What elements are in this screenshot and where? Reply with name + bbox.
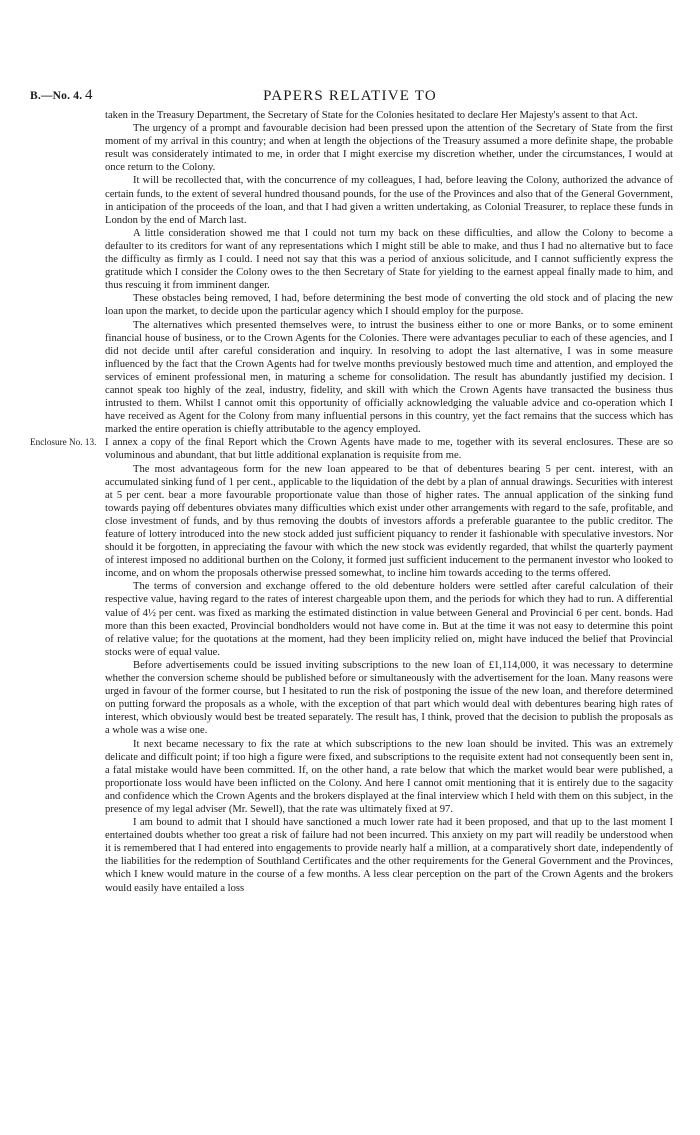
page-number: 4 (85, 87, 93, 103)
paragraph: It next became necessary to fix the rate at which subscriptions to the new loan should be invited. This was an extremely delicate and difficult point; if too high a figure were fixed, and subscriptions to the requisite extent had not consequently been sent in, a fatal mistake would have been committed. If, on the other hand, a rate below that which the market would bear were published, a proportionate loss would have been inflicted on the Colony. And here I cannot omit mentioning that it is entirely due to the sagacity and confidence which the Crown Agents and the brokers displayed at the final interview which I held with them on this subject, in the presence of my legal adviser (Mr. Sewell), that the rate was ultimately fixed at 97. (105, 738, 673, 815)
paragraph: I am bound to admit that I should have sanctioned a much lower rate had it been proposed, and that up to the last moment I entertained doubts whether too great a risk of failure had not been incurred. This anxiety on my part will readily be understood when it is remembered that I had entered into engagements to provide nearly half a million, at a comparatively short date, independently of the liabilities for the redemption of Southland Certificates and the other requirements for the General Government and the Provinces, which I knew would mature in the course of a few months. A less clear perception on the part of the Crown Agents and the brokers would easily have entailed a loss (105, 817, 673, 894)
paragraph: A little consideration showed me that I could not turn my back on these difficulties, and allow the Colony to become a defaulter to its creditors for want of any representations which I might still be able to make, and thus I had no alternative but to face the difficulty as firmly as I could. I need not say that this was a period of anxious solicitude, and I cannot sufficiently express the gratitude which I consider the Colony owes to the then Secretary of State for yielding to the earnest appeal finally made to him, and thus rescuing it from imminent danger. (105, 227, 673, 292)
paragraph: The urgency of a prompt and favourable decision had been pressed upon the attention of the Secretary of State from the first moment of my arrival in this country; and when at length the objections of the Treasury assumed a more definite shape, the probable result was considerately intimated to me, in order that I might exercise my discretion whether, under the circumstances, I would at once return to the Colony. (105, 123, 673, 174)
running-title: PAPERS RELATIVE TO (263, 88, 437, 104)
paragraph: The terms of conversion and exchange offered to the old debenture holders were settled after careful calculation of their respective value, having regard to the rates of interest chargeable upon them, and the periods for which they had to run. A differential value of 4½ per cent. was fixed as marking the estimated distinction in value between General and Provincial 6 per cent. bonds. Had more than this been exacted, Provincial bondholders would not have come in. But at the time it was not easy to determine this point of relative value; for the quotations at the moment, had they been implicity relied on, might have induced the belief that Provincial stocks were of equal value. (105, 581, 673, 658)
annotated-paragraph (30, 436, 673, 462)
paragraph: These obstacles being removed, I had, before determining the best mode of converting the old stock and of placing the new loan upon the market, to decide upon the particular agency which I should employ for the purpose. (105, 293, 673, 318)
document-body (30, 109, 673, 895)
document-reference: B.—No. 4. (30, 90, 83, 102)
paragraph: The most advantageous form for the new loan appeared to be that of debentures bearing 5 per cent. interest, with an accumulated sinking fund of 1 per cent., applicable to the liquidation of the debt by a plan of annual drawings. Securities with interest at 5 per cent. bear a more favourable proportionate value than those of higher rates. The annual application of the sinking fund towards paying off debentures obviates many difficulties which exist under other arrangements with regard to the safe, profitable, and close investment of funds, and by thus removing the doubts of investors affords a preferable guarantee to the public creditor. The feature of lottery introduced into the new stock added just sufficient piquancy to render it fashionable with speculative investors. Nor should it be forgotten, in appreciating the favour with which the new stock was evidently regarded, that whilst the quarterly payment of interest imposed no additional burthen on the Colony, it formed just sufficient inducement to the permanent investor who looked to income, and on whom the proposals otherwise pressed somewhat, to incline him towards acceding to the terms offered. (105, 463, 673, 580)
paragraph: I annex a copy of the final Report which the Crown Agents have made to me, together with its several enclosures. These are so voluminous and abundant, that but little additional explanation is requisite from me. (105, 437, 673, 462)
margin-note-enclosure: Enclosure No. 13. (30, 437, 97, 448)
paragraph: The alternatives which presented themselves were, to intrust the business either to one or more Banks, or to some eminent financial house of business, or to the Crown Agents for the Colonies. There were advantages peculiar to each of these agencies, and I did not decide until after careful consideration and inquiry. In resolving to adopt the last alternative, I was in some measure influenced by the fact that the Crown Agents had for twelve months previously bestowed much time and attention, and employed the services of eminent professional men, in maturing a scheme for consolidation. The result has abundantly justified my decision. I cannot speak too highly of the zeal, industry, fidelity, and skill with which the Crown Agents have transacted the business thus intrusted to them. Whilst I cannot omit this opportunity of officially acknowledging the valuable advice and co-operation which I have received as Agent for the Colony from many influential persons in this country, yet the fact remains that the success which has marked the entire operation is chiefly attributable to the agency employed. (105, 319, 673, 436)
paragraph: Before advertisements could be issued inviting subscriptions to the new loan of £1,114,000, it was necessary to determine whether the conversion scheme should be published before or simultaneously with the advertisement for the loan. Many reasons were urged in favour of the former course, but I hesitated to run the risk of postponing the issue of the new loan, and therefore determined on putting forward the proposals as a whole, with the exception of that part which would deal with debentures bearing high rates of interest, which obviously would best be treated separately. The result has, I think, proved that the decision to publish the proposals as a whole was a wise one. (105, 659, 673, 737)
paragraph: taken in the Treasury Department, the Secretary of State for the Colonies hesitated to declare Her Majesty's assent to that Act. (105, 110, 638, 121)
paragraph: It will be recollected that, with the concurrence of my colleagues, I had, before leaving the Colony, authorized the advance of certain funds, to the extent of several hundred thousand pounds, for the use of the Provinces and also that of the General Government, in anticipation of the proceeds of the loan, and that I had given a written undertaking, as Colonial Treasurer, to replace these funds in London by the end of March last. (105, 175, 673, 226)
page-header (30, 88, 670, 108)
